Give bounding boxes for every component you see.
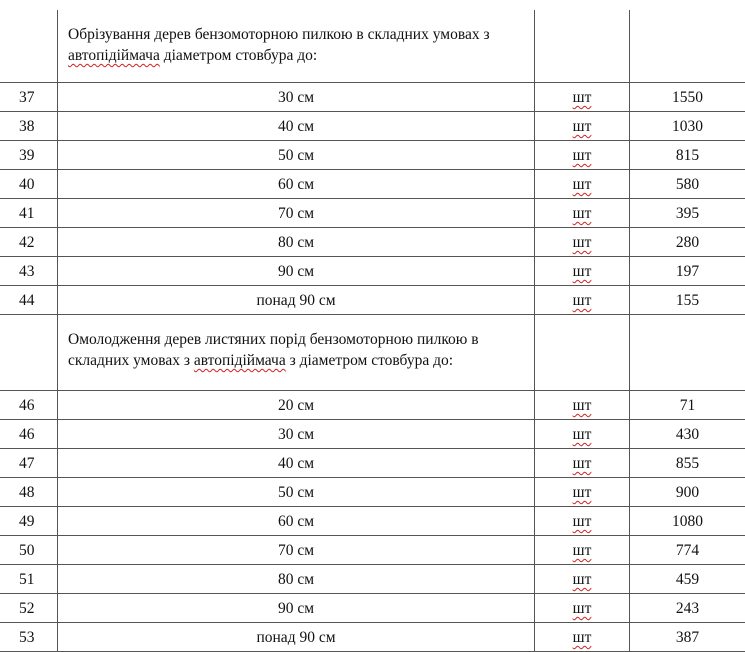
row-unit-text: шт: [572, 263, 592, 280]
row-number: [0, 420, 58, 448]
row-unit: [535, 199, 630, 227]
row-unit-text: шт: [572, 176, 592, 193]
row-value: [630, 257, 745, 285]
row-value: [630, 565, 745, 593]
row-unit-text: шт: [572, 455, 592, 472]
row-value: [630, 594, 745, 622]
row-unit: [535, 623, 630, 651]
row-value-text: 815: [675, 147, 700, 164]
row-number: [0, 141, 58, 169]
row-value-text: 1030: [672, 118, 703, 135]
row-value-text: 459: [675, 571, 700, 588]
row-value: [630, 420, 745, 448]
row-number: [0, 199, 58, 227]
row-number: [0, 536, 58, 564]
row-diameter: [58, 623, 535, 651]
row-number-text: 46: [19, 397, 35, 414]
row-unit-text: шт: [572, 89, 592, 106]
row-unit-text: шт: [572, 118, 592, 135]
table-row: [0, 391, 745, 420]
row-diameter-text: 30 см: [277, 89, 315, 106]
section-header-row: [0, 10, 745, 83]
row-diameter: [58, 257, 535, 285]
row-number-text: 39: [19, 147, 35, 164]
row-value-text: 430: [675, 426, 700, 443]
table-row: [0, 257, 745, 286]
row-number: [0, 286, 58, 314]
row-diameter-text: 60 см: [277, 176, 315, 193]
table-row: [0, 286, 745, 315]
section-title: [58, 315, 535, 390]
section-title-text: Омолодження дерев листяних порід бензомоторною пилкою в складних умовах з: [68, 331, 479, 369]
section-title-text: діаметром стовбура до:: [159, 47, 318, 64]
table-row: [0, 112, 745, 141]
row-value-text: 197: [675, 263, 700, 280]
row-unit-text: шт: [572, 397, 592, 414]
number-cell: [0, 315, 58, 390]
table-row: [0, 449, 745, 478]
row-number-text: 51: [19, 571, 35, 588]
row-number: [0, 83, 58, 111]
price-table: [0, 10, 745, 652]
row-unit: [535, 478, 630, 506]
row-diameter-text: 30 см: [277, 426, 315, 443]
row-diameter-text: понад 90 см: [256, 292, 336, 309]
row-number: [0, 112, 58, 140]
table-row: [0, 141, 745, 170]
row-diameter-text: 90 см: [277, 263, 315, 280]
row-diameter: [58, 536, 535, 564]
row-diameter: [58, 286, 535, 314]
row-number-text: 41: [19, 205, 35, 222]
row-unit-text: шт: [572, 600, 592, 617]
row-diameter: [58, 112, 535, 140]
row-unit-text: шт: [572, 205, 592, 222]
row-diameter: [58, 170, 535, 198]
unit-cell: [535, 315, 630, 390]
row-number: [0, 594, 58, 622]
row-diameter-text: 80 см: [277, 234, 315, 251]
row-diameter: [58, 141, 535, 169]
row-value-text: 395: [675, 205, 700, 222]
unit-cell: [535, 10, 630, 82]
table-row: [0, 565, 745, 594]
row-unit-text: шт: [572, 513, 592, 530]
row-number: [0, 565, 58, 593]
row-number-text: 48: [19, 484, 35, 501]
row-diameter-text: 90 см: [277, 600, 315, 617]
table-row: [0, 536, 745, 565]
row-diameter: [58, 449, 535, 477]
row-diameter-text: 60 см: [277, 513, 315, 530]
row-number-text: 40: [19, 176, 35, 193]
section-title-text: Обрізування дерев бензомоторною пилкою в складних умовах з: [68, 26, 490, 43]
row-value: [630, 199, 745, 227]
row-unit: [535, 594, 630, 622]
row-unit: [535, 141, 630, 169]
row-unit: [535, 565, 630, 593]
row-unit-text: шт: [572, 426, 592, 443]
row-value-text: 855: [675, 455, 700, 472]
row-diameter-text: 80 см: [277, 571, 315, 588]
section-title: [58, 10, 535, 82]
row-unit: [535, 286, 630, 314]
row-unit: [535, 83, 630, 111]
row-number-text: 42: [19, 234, 35, 251]
row-value: [630, 228, 745, 256]
table-row: [0, 199, 745, 228]
row-unit: [535, 507, 630, 535]
table-row: [0, 478, 745, 507]
row-value: [630, 391, 745, 419]
table-row: [0, 420, 745, 449]
row-unit-text: шт: [572, 147, 592, 164]
row-diameter-text: 50 см: [277, 147, 315, 164]
row-number-text: 44: [19, 292, 35, 309]
row-number-text: 49: [19, 513, 35, 530]
row-number-text: 47: [19, 455, 35, 472]
row-value: [630, 623, 745, 651]
row-number: [0, 623, 58, 651]
table-row: [0, 507, 745, 536]
row-value-text: 280: [675, 234, 700, 251]
row-unit-text: шт: [572, 542, 592, 559]
row-number-text: 38: [19, 118, 35, 135]
row-diameter: [58, 478, 535, 506]
row-number: [0, 507, 58, 535]
row-value: [630, 286, 745, 314]
row-unit-text: шт: [572, 629, 592, 646]
row-diameter-text: 70 см: [277, 542, 315, 559]
section-title-text: з діаметром стовбура до:: [285, 352, 454, 369]
row-diameter: [58, 565, 535, 593]
row-unit: [535, 391, 630, 419]
row-unit-text: шт: [572, 484, 592, 501]
row-diameter: [58, 420, 535, 448]
row-diameter: [58, 594, 535, 622]
row-value: [630, 141, 745, 169]
row-number: [0, 449, 58, 477]
row-unit: [535, 170, 630, 198]
row-diameter-text: понад 90 см: [256, 629, 336, 646]
row-value: [630, 170, 745, 198]
row-value: [630, 536, 745, 564]
row-number-text: 52: [19, 600, 35, 617]
row-value: [630, 478, 745, 506]
table-row: [0, 83, 745, 112]
row-value-text: 387: [675, 629, 700, 646]
row-unit: [535, 536, 630, 564]
row-unit: [535, 257, 630, 285]
row-number: [0, 170, 58, 198]
row-diameter: [58, 199, 535, 227]
table-row: [0, 623, 745, 652]
row-diameter-text: 50 см: [277, 484, 315, 501]
table-row: [0, 228, 745, 257]
row-value: [630, 507, 745, 535]
section-header-row: [0, 315, 745, 391]
table-row: [0, 170, 745, 199]
row-unit: [535, 112, 630, 140]
row-value-text: 71: [679, 397, 696, 414]
row-number-text: 53: [19, 629, 35, 646]
row-number-text: 50: [19, 542, 35, 559]
row-diameter: [58, 228, 535, 256]
row-value-text: 774: [675, 542, 700, 559]
row-number-text: 37: [19, 89, 35, 106]
row-unit-text: шт: [572, 571, 592, 588]
row-number-text: 46: [19, 426, 35, 443]
row-value-text: 1550: [672, 89, 703, 106]
row-value: [630, 449, 745, 477]
value-cell: [630, 10, 745, 82]
row-number-text: 43: [19, 263, 35, 280]
number-cell: [0, 10, 58, 82]
row-number: [0, 228, 58, 256]
row-unit: [535, 449, 630, 477]
row-diameter: [58, 507, 535, 535]
section-title-marked-word: автопідіймача: [68, 47, 160, 64]
table-row: [0, 594, 745, 623]
row-diameter-text: 70 см: [277, 205, 315, 222]
row-diameter-text: 20 см: [277, 397, 315, 414]
row-value-text: 580: [675, 176, 700, 193]
row-number: [0, 391, 58, 419]
row-unit-text: шт: [572, 234, 592, 251]
row-unit: [535, 420, 630, 448]
row-diameter-text: 40 см: [277, 455, 315, 472]
row-unit-text: шт: [572, 292, 592, 309]
row-value: [630, 112, 745, 140]
value-cell: [630, 315, 745, 390]
row-unit: [535, 228, 630, 256]
row-diameter: [58, 391, 535, 419]
row-number: [0, 478, 58, 506]
section-title-marked-word: автопідіймача: [193, 352, 286, 369]
row-value-text: 1080: [672, 513, 703, 530]
row-diameter-text: 40 см: [277, 118, 315, 135]
row-number: [0, 257, 58, 285]
row-value-text: 155: [675, 292, 700, 309]
row-value-text: 900: [675, 484, 700, 501]
row-diameter: [58, 83, 535, 111]
row-value-text: 243: [675, 600, 700, 617]
row-value: [630, 83, 745, 111]
